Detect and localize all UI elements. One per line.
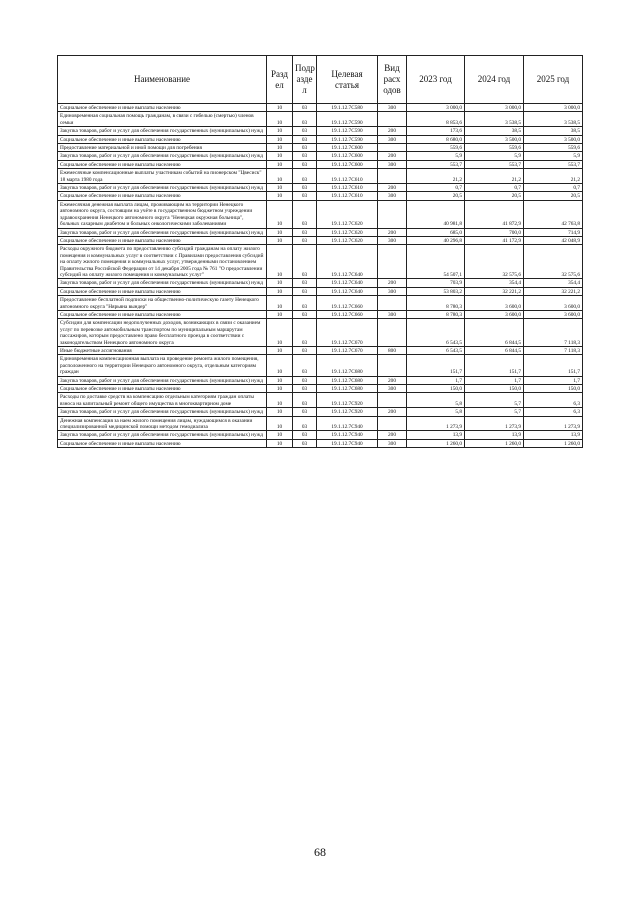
table-row bbox=[58, 376, 583, 384]
table-cell-name: Предоставление бесплатной подписки на общественно-политическую газету Ненецкого автономного округа "Нярьяна вындер" bbox=[58, 296, 267, 311]
table-cell-razdel: 10 bbox=[267, 245, 293, 279]
table-cell-razdel: 10 bbox=[267, 228, 293, 236]
table-cell-name: Социальное обеспечение и иные выплаты населению bbox=[58, 287, 267, 295]
table-cell-podrazdel: 03 bbox=[293, 319, 317, 347]
table-cell-2024: 32 221,2 bbox=[465, 287, 524, 295]
table-cell-vid bbox=[378, 416, 407, 431]
table-cell-podrazdel: 03 bbox=[293, 416, 317, 431]
table-cell-razdel: 10 bbox=[267, 192, 293, 200]
table-cell-2024: 1 260,0 bbox=[465, 439, 524, 447]
table-cell-target: 19.1.12.7С680 bbox=[317, 376, 378, 384]
table-cell-2025: 6,3 bbox=[524, 393, 583, 408]
budget-table bbox=[57, 55, 583, 448]
table-row bbox=[58, 347, 583, 355]
table-cell-target: 19.1.12.7С640 bbox=[317, 279, 378, 287]
table-row bbox=[58, 112, 583, 127]
table-cell-target: 19.1.12.7С610 bbox=[317, 169, 378, 184]
table-cell-2025: 354,4 bbox=[524, 279, 583, 287]
table-cell-2024: 3 538,5 bbox=[465, 112, 524, 127]
table-cell-razdel: 10 bbox=[267, 376, 293, 384]
table-cell-name: Социальное обеспечение и иные выплаты населению bbox=[58, 310, 267, 318]
table-row bbox=[58, 416, 583, 431]
table-cell-name: Денежная компенсация за наем жилого помещения лицам, нуждающимся в оказании специализированной медицинской помощи методом гемодиализа bbox=[58, 416, 267, 431]
table-row bbox=[58, 385, 583, 393]
table-cell-podrazdel: 03 bbox=[293, 296, 317, 311]
table-cell-razdel: 10 bbox=[267, 160, 293, 168]
table-cell-podrazdel: 03 bbox=[293, 112, 317, 127]
table-cell-2023: 150,0 bbox=[407, 385, 465, 393]
table-cell-2024: 41 872,9 bbox=[465, 200, 524, 228]
table-cell-vid: 200 bbox=[378, 279, 407, 287]
table-cell-2024: 21,2 bbox=[465, 169, 524, 184]
table-cell-name: Иные бюджетные ассигнования bbox=[58, 347, 267, 355]
table-cell-target: 19.1.12.7С620 bbox=[317, 200, 378, 228]
table-row bbox=[58, 287, 583, 295]
table-row bbox=[58, 236, 583, 244]
table-cell-2025: 3 600,0 bbox=[524, 296, 583, 311]
table-cell-name: Закупка товаров, работ и услуг для обеспечения государственных (муниципальных) нужд bbox=[58, 408, 267, 416]
table-cell-vid bbox=[378, 319, 407, 347]
table-cell-razdel: 10 bbox=[267, 104, 293, 112]
table-cell-target: 19.1.12.7С940 bbox=[317, 431, 378, 439]
table-cell-podrazdel: 03 bbox=[293, 104, 317, 112]
table-cell-podrazdel: 03 bbox=[293, 192, 317, 200]
table-row bbox=[58, 192, 583, 200]
table-cell-2023: 3 000,0 bbox=[407, 104, 465, 112]
table-cell-podrazdel: 03 bbox=[293, 279, 317, 287]
table-cell-2024: 1,7 bbox=[465, 376, 524, 384]
table-cell-name: Закупка товаров, работ и услуг для обеспечения государственных (муниципальных) нужд bbox=[58, 376, 267, 384]
table-cell-2025: 7 118,3 bbox=[524, 347, 583, 355]
table-cell-vid bbox=[378, 393, 407, 408]
table-cell-podrazdel: 03 bbox=[293, 228, 317, 236]
table-cell-2023: 553,7 bbox=[407, 160, 465, 168]
table-cell-podrazdel: 03 bbox=[293, 200, 317, 228]
table-cell-name: Социальное обеспечение и иные выплаты населению bbox=[58, 236, 267, 244]
table-cell-razdel: 10 bbox=[267, 169, 293, 184]
table-cell-podrazdel: 03 bbox=[293, 393, 317, 408]
table-cell-2025: 5,9 bbox=[524, 152, 583, 160]
table-cell-2024: 553,7 bbox=[465, 160, 524, 168]
table-cell-2024: 6 844,5 bbox=[465, 319, 524, 347]
table-cell-2025: 0,7 bbox=[524, 184, 583, 192]
table-cell-vid: 200 bbox=[378, 431, 407, 439]
table-cell-name: Предоставление материальной и иной помощи для погребения bbox=[58, 144, 267, 152]
table-cell-2024: 0,7 bbox=[465, 184, 524, 192]
table-cell-vid: 300 bbox=[378, 135, 407, 143]
table-cell-podrazdel: 03 bbox=[293, 439, 317, 447]
table-cell-2025: 32 575,6 bbox=[524, 245, 583, 279]
table-cell-podrazdel: 03 bbox=[293, 385, 317, 393]
table-cell-2024: 5,7 bbox=[465, 408, 524, 416]
table-row bbox=[58, 135, 583, 143]
table-cell-target: 19.1.12.7С590 bbox=[317, 135, 378, 143]
table-row bbox=[58, 296, 583, 311]
table-cell-target: 19.1.12.7С610 bbox=[317, 184, 378, 192]
table-cell-vid: 300 bbox=[378, 104, 407, 112]
table-cell-target: 19.1.12.7С670 bbox=[317, 347, 378, 355]
table-row bbox=[58, 200, 583, 228]
table-cell-2025: 32 221,2 bbox=[524, 287, 583, 295]
table-row bbox=[58, 310, 583, 318]
table-cell-name: Ежемесячные компенсационные выплаты участникам событий на пионерском "Цвесиск" 18 марта 1980 года bbox=[58, 169, 267, 184]
table-cell-target: 19.1.12.7С680 bbox=[317, 355, 378, 376]
table-cell-name: Социальное обеспечение и иные выплаты населению bbox=[58, 160, 267, 168]
table-cell-name: Закупка товаров, работ и услуг для обеспечения государственных (муниципальных) нужд bbox=[58, 431, 267, 439]
table-cell-2025: 21,2 bbox=[524, 169, 583, 184]
table-cell-vid: 200 bbox=[378, 184, 407, 192]
table-row bbox=[58, 184, 583, 192]
table-cell-podrazdel: 03 bbox=[293, 408, 317, 416]
table-row bbox=[58, 160, 583, 168]
table-cell-podrazdel: 03 bbox=[293, 376, 317, 384]
table-cell-name: Единовременная социальная помощь гражданам, в связи с гибелью (смертью) членов семьи bbox=[58, 112, 267, 127]
table-row bbox=[58, 104, 583, 112]
table-cell-vid: 300 bbox=[378, 236, 407, 244]
table-cell-razdel: 10 bbox=[267, 152, 293, 160]
table-cell-target: 19.1.12.7С600 bbox=[317, 144, 378, 152]
table-cell-razdel: 10 bbox=[267, 127, 293, 135]
table-cell-2025: 150,0 bbox=[524, 385, 583, 393]
table-cell-2025: 559,6 bbox=[524, 144, 583, 152]
table-cell-2025: 714,9 bbox=[524, 228, 583, 236]
table-cell-vid: 300 bbox=[378, 287, 407, 295]
table-cell-vid: 200 bbox=[378, 408, 407, 416]
table-cell-podrazdel: 03 bbox=[293, 310, 317, 318]
table-cell-2025: 20,5 bbox=[524, 192, 583, 200]
table-cell-2025: 1,7 bbox=[524, 376, 583, 384]
table-cell-razdel: 10 bbox=[267, 439, 293, 447]
table-cell-name: Закупка товаров, работ и услуг для обеспечения государственных (муниципальных) нужд bbox=[58, 127, 267, 135]
table-cell-razdel: 10 bbox=[267, 135, 293, 143]
table-cell-2023: 151,7 bbox=[407, 355, 465, 376]
table-cell-2023: 0,7 bbox=[407, 184, 465, 192]
table-row bbox=[58, 245, 583, 279]
table-cell-target: 19.1.12.7С940 bbox=[317, 416, 378, 431]
table-cell-vid: 300 bbox=[378, 385, 407, 393]
table-cell-podrazdel: 03 bbox=[293, 160, 317, 168]
table-cell-vid bbox=[378, 112, 407, 127]
table-row bbox=[58, 393, 583, 408]
table-cell-razdel: 10 bbox=[267, 347, 293, 355]
table-cell-2025: 1 273,9 bbox=[524, 416, 583, 431]
table-cell-target: 19.1.12.7С660 bbox=[317, 296, 378, 311]
table-cell-2023: 40 296,8 bbox=[407, 236, 465, 244]
table-cell-podrazdel: 03 bbox=[293, 347, 317, 355]
table-cell-target: 19.1.12.7С600 bbox=[317, 152, 378, 160]
table-cell-vid bbox=[378, 355, 407, 376]
table-cell-2025: 3 600,0 bbox=[524, 310, 583, 318]
table-cell-razdel: 10 bbox=[267, 355, 293, 376]
table-cell-2023: 53 803,2 bbox=[407, 287, 465, 295]
table-cell-target: 19.1.12.7С670 bbox=[317, 319, 378, 347]
table-cell-razdel: 10 bbox=[267, 416, 293, 431]
table-cell-vid bbox=[378, 169, 407, 184]
table-cell-name: Единовременная компенсационная выплата на проведение ремонта жилого помещения, расположенного на территории Ненецкого автономного округа, отдельным категориям граждан bbox=[58, 355, 267, 376]
table-cell-2025: 38,5 bbox=[524, 127, 583, 135]
table-cell-2023: 559,6 bbox=[407, 144, 465, 152]
header-name: Наименование bbox=[58, 56, 267, 104]
table-cell-2023: 20,5 bbox=[407, 192, 465, 200]
table-cell-2023: 5,8 bbox=[407, 408, 465, 416]
table-cell-vid bbox=[378, 144, 407, 152]
header-2025: 2025 год bbox=[524, 56, 583, 104]
table-cell-podrazdel: 03 bbox=[293, 236, 317, 244]
table-cell-name: Ежемесячная денежная выплата лицам, проживающим на территории Ненецкого автономного округа, состоящим на учёте в государственном бюджетном учреждении здравоохранения Ненецкого автономного округа "Ненецкая окружная больница", больных сахарным диабетом и больных онкологическими заболеваниями bbox=[58, 200, 267, 228]
table-cell-2025: 42 763,8 bbox=[524, 200, 583, 228]
table-cell-target: 19.1.12.7С640 bbox=[317, 287, 378, 295]
table-row bbox=[58, 439, 583, 447]
table-cell-target: 19.1.12.7С920 bbox=[317, 408, 378, 416]
table-cell-name: Закупка товаров, работ и услуг для обеспечения государственных (муниципальных) нужд bbox=[58, 228, 267, 236]
table-cell-razdel: 10 bbox=[267, 393, 293, 408]
table-cell-name: Социальное обеспечение и иные выплаты населению bbox=[58, 192, 267, 200]
table-cell-2025: 553,7 bbox=[524, 160, 583, 168]
table-cell-vid: 300 bbox=[378, 439, 407, 447]
table-cell-podrazdel: 03 bbox=[293, 431, 317, 439]
table-cell-2025: 151,7 bbox=[524, 355, 583, 376]
table-cell-2023: 54 507,1 bbox=[407, 245, 465, 279]
table-cell-2024: 3 500,0 bbox=[465, 135, 524, 143]
table-cell-target: 19.1.12.7С610 bbox=[317, 192, 378, 200]
table-row bbox=[58, 127, 583, 135]
table-cell-target: 19.1.12.7С920 bbox=[317, 393, 378, 408]
table-cell-razdel: 10 bbox=[267, 144, 293, 152]
table-cell-razdel: 10 bbox=[267, 236, 293, 244]
table-cell-target: 19.1.12.7С600 bbox=[317, 160, 378, 168]
header-podrazdel: Подр азде л bbox=[293, 56, 317, 104]
table-row bbox=[58, 152, 583, 160]
table-cell-2025: 3 000,0 bbox=[524, 104, 583, 112]
table-cell-2024: 5,9 bbox=[465, 152, 524, 160]
table-cell-vid: 300 bbox=[378, 192, 407, 200]
table-cell-2024: 6 844,5 bbox=[465, 347, 524, 355]
table-cell-razdel: 10 bbox=[267, 200, 293, 228]
table-cell-name: Закупка товаров, работ и услуг для обеспечения государственных (муниципальных) нужд bbox=[58, 279, 267, 287]
table-cell-2024: 559,6 bbox=[465, 144, 524, 152]
table-cell-razdel: 10 bbox=[267, 296, 293, 311]
table-cell-2023: 8 680,0 bbox=[407, 135, 465, 143]
table-cell-podrazdel: 03 bbox=[293, 135, 317, 143]
table-cell-razdel: 10 bbox=[267, 319, 293, 347]
table-cell-target: 19.1.12.7С660 bbox=[317, 310, 378, 318]
table-cell-target: 19.1.12.7С580 bbox=[317, 104, 378, 112]
table-cell-razdel: 10 bbox=[267, 385, 293, 393]
table-cell-2024: 3 600,0 bbox=[465, 310, 524, 318]
table-cell-2023: 703,9 bbox=[407, 279, 465, 287]
table-cell-2023: 8 780,3 bbox=[407, 310, 465, 318]
table-cell-2024: 700,0 bbox=[465, 228, 524, 236]
table-cell-2023: 5,9 bbox=[407, 152, 465, 160]
table-cell-name: Социальное обеспечение и иные выплаты населению bbox=[58, 104, 267, 112]
table-cell-2024: 3 600,0 bbox=[465, 296, 524, 311]
table-cell-2023: 6 543,5 bbox=[407, 347, 465, 355]
table-cell-razdel: 10 bbox=[267, 279, 293, 287]
table-cell-name: Закупка товаров, работ и услуг для обеспечения государственных (муниципальных) нужд bbox=[58, 184, 267, 192]
table-cell-2025: 7 118,3 bbox=[524, 319, 583, 347]
table-cell-2024: 1 273,9 bbox=[465, 416, 524, 431]
table-cell-2023: 8 853,6 bbox=[407, 112, 465, 127]
table-cell-name: Закупка товаров, работ и услуг для обеспечения государственных (муниципальных) нужд bbox=[58, 152, 267, 160]
table-row bbox=[58, 144, 583, 152]
table-cell-2023: 6 543,5 bbox=[407, 319, 465, 347]
table-cell-vid: 300 bbox=[378, 160, 407, 168]
table-cell-2023: 1 260,0 bbox=[407, 439, 465, 447]
table-cell-name: Расходы окружного бюджета по предоставлению субсидий гражданам на оплату жилого помещения и коммунальных услуг в соответствии с Правилами предоставления субсидий на оплату жилого помещения и коммунальных услуг, утвержденными постановлением Правительства Российской Федерации от 14 декабря 2005 года № 761 "О предоставлении субсидий на оплату жилого помещения и коммунальных услуг" bbox=[58, 245, 267, 279]
table-cell-podrazdel: 03 bbox=[293, 355, 317, 376]
table-cell-razdel: 10 bbox=[267, 310, 293, 318]
table-cell-2024: 151,7 bbox=[465, 355, 524, 376]
table-cell-2023: 21,2 bbox=[407, 169, 465, 184]
table-cell-2023: 685,0 bbox=[407, 228, 465, 236]
table-cell-2024: 13,9 bbox=[465, 431, 524, 439]
table-cell-2024: 38,5 bbox=[465, 127, 524, 135]
table-cell-name: Социальное обеспечение и иные выплаты населению bbox=[58, 439, 267, 447]
table-cell-podrazdel: 03 bbox=[293, 184, 317, 192]
table-cell-2025: 1 260,0 bbox=[524, 439, 583, 447]
table-cell-razdel: 10 bbox=[267, 112, 293, 127]
table-cell-target: 19.1.12.7С940 bbox=[317, 439, 378, 447]
table-cell-2024: 32 575,6 bbox=[465, 245, 524, 279]
table-cell-2023: 5,8 bbox=[407, 393, 465, 408]
table-cell-vid: 200 bbox=[378, 376, 407, 384]
table-cell-name: Социальное обеспечение и иные выплаты населению bbox=[58, 135, 267, 143]
table-cell-2024: 150,0 bbox=[465, 385, 524, 393]
table-cell-2023: 173,6 bbox=[407, 127, 465, 135]
table-cell-vid bbox=[378, 296, 407, 311]
table-cell-2024: 41 172,9 bbox=[465, 236, 524, 244]
table-cell-vid: 800 bbox=[378, 347, 407, 355]
table-cell-2024: 5,7 bbox=[465, 393, 524, 408]
table-cell-2024: 20,5 bbox=[465, 192, 524, 200]
table-cell-podrazdel: 03 bbox=[293, 127, 317, 135]
table-cell-razdel: 10 bbox=[267, 184, 293, 192]
table-cell-target: 19.1.12.7С680 bbox=[317, 385, 378, 393]
table-cell-2024: 354,4 bbox=[465, 279, 524, 287]
table-cell-2025: 3 500,0 bbox=[524, 135, 583, 143]
table-cell-podrazdel: 03 bbox=[293, 152, 317, 160]
header-razdel: Разд ел bbox=[267, 56, 293, 104]
table-row bbox=[58, 228, 583, 236]
table-cell-target: 19.1.12.7С620 bbox=[317, 228, 378, 236]
table-cell-podrazdel: 03 bbox=[293, 245, 317, 279]
header-2024: 2024 год bbox=[465, 56, 524, 104]
table-header-row bbox=[58, 56, 583, 104]
table-cell-vid: 200 bbox=[378, 127, 407, 135]
table-row bbox=[58, 431, 583, 439]
table-cell-vid: 200 bbox=[378, 228, 407, 236]
table-cell-name: Расходы по доставке средств на компенсацию отдельным категориям граждан оплаты взноса на капитальный ремонт общего имущества в многоквартирном доме bbox=[58, 393, 267, 408]
table-row bbox=[58, 408, 583, 416]
table-row bbox=[58, 169, 583, 184]
table-cell-name: Социальное обеспечение и иные выплаты населению bbox=[58, 385, 267, 393]
table-cell-name: Субсидии для компенсации недополученных доходов, возникающих в связи с оказанием услуг по перевозке автомобильным транспортом по муниципальным маршрутам пассажиров, которым предоставлено право бесплатного проезда в соответствии с законодательством Ненецкого автономного округа bbox=[58, 319, 267, 347]
header-vid: Вид расх одов bbox=[378, 56, 407, 104]
table-cell-target: 19.1.12.7С640 bbox=[317, 245, 378, 279]
table-row bbox=[58, 319, 583, 347]
table-cell-2023: 1,7 bbox=[407, 376, 465, 384]
header-2023: 2023 год bbox=[407, 56, 465, 104]
table-cell-2025: 3 538,5 bbox=[524, 112, 583, 127]
table-cell-target: 19.1.12.7С590 bbox=[317, 112, 378, 127]
table-cell-podrazdel: 03 bbox=[293, 144, 317, 152]
table-cell-podrazdel: 03 bbox=[293, 169, 317, 184]
table-cell-vid bbox=[378, 245, 407, 279]
table-cell-vid bbox=[378, 200, 407, 228]
table-cell-2025: 13,9 bbox=[524, 431, 583, 439]
table-cell-2023: 40 981,8 bbox=[407, 200, 465, 228]
table-cell-2025: 42 048,9 bbox=[524, 236, 583, 244]
table-row bbox=[58, 279, 583, 287]
table-cell-target: 19.1.12.7С620 bbox=[317, 236, 378, 244]
table-cell-razdel: 10 bbox=[267, 287, 293, 295]
table-cell-razdel: 10 bbox=[267, 431, 293, 439]
page-number: 68 bbox=[314, 845, 326, 859]
table-cell-2023: 1 273,9 bbox=[407, 416, 465, 431]
header-target: Целевая статья bbox=[317, 56, 378, 104]
table-body bbox=[58, 104, 583, 448]
table-cell-razdel: 10 bbox=[267, 408, 293, 416]
table-cell-vid: 200 bbox=[378, 152, 407, 160]
table-cell-2024: 3 000,0 bbox=[465, 104, 524, 112]
table-cell-podrazdel: 03 bbox=[293, 287, 317, 295]
table-cell-2023: 8 780,3 bbox=[407, 296, 465, 311]
table-row bbox=[58, 355, 583, 376]
table-cell-target: 19.1.12.7С590 bbox=[317, 127, 378, 135]
table-cell-2025: 6,3 bbox=[524, 408, 583, 416]
table-cell-2023: 13,9 bbox=[407, 431, 465, 439]
table-cell-vid: 300 bbox=[378, 310, 407, 318]
